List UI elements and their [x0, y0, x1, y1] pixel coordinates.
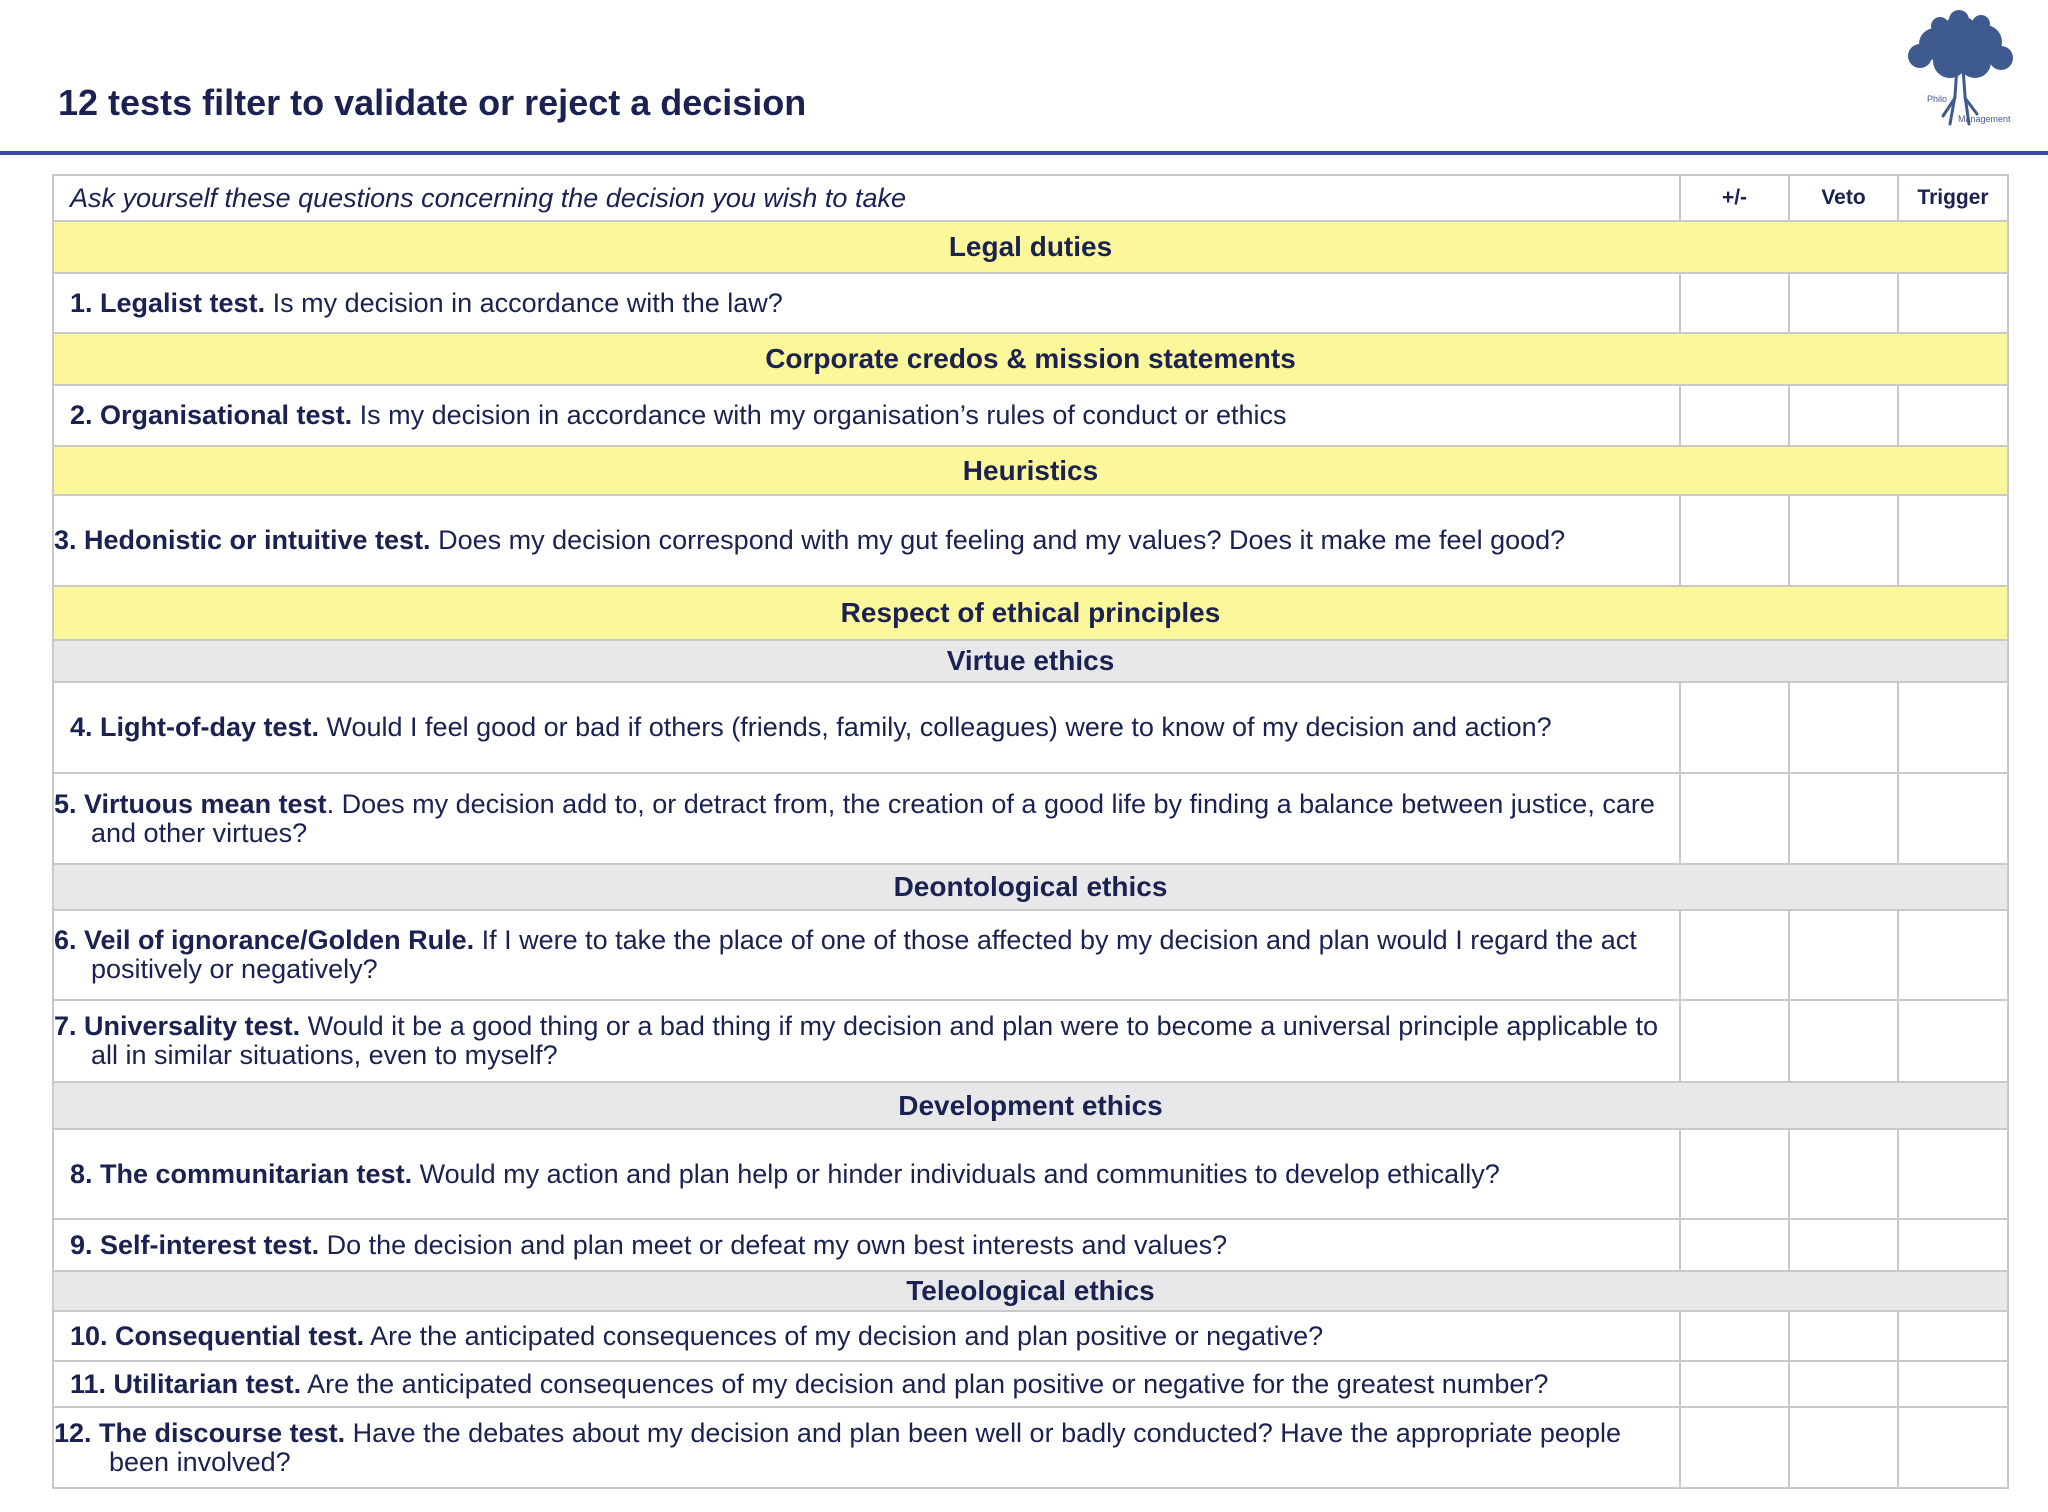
subsection-row: [53, 864, 2008, 910]
test-5-veto-cell[interactable]: [1789, 773, 1898, 864]
test-4-veto-cell[interactable]: [1789, 682, 1898, 773]
test-9-title: 9. Self-interest test.: [70, 1229, 320, 1260]
logo-text-bottom: Management: [1958, 114, 2011, 124]
test-10-title: 10. Consequential test.: [70, 1320, 365, 1351]
test-8-veto-cell[interactable]: [1789, 1129, 1898, 1219]
tree-icon: [1895, 6, 2025, 131]
test-9-text: [53, 1219, 1680, 1271]
table-row: [53, 495, 2008, 586]
table-row: [53, 1311, 2008, 1361]
header-score: +/-: [1680, 175, 1789, 221]
test-1-title: 1. Legalist test.: [70, 287, 266, 318]
table-row: [53, 385, 2008, 446]
test-6-score-cell[interactable]: [1680, 910, 1789, 1000]
table-row: [53, 1407, 2008, 1488]
test-7-text: [53, 1000, 1680, 1082]
test-2-score-cell[interactable]: [1680, 385, 1789, 446]
test-12-score-cell[interactable]: [1680, 1407, 1789, 1488]
logo: [1895, 6, 2025, 131]
test-4-title: 4. Light-of-day test.: [70, 712, 319, 742]
test-2-text: [53, 385, 1680, 446]
table-header-row: [53, 175, 2008, 221]
header-veto: Veto: [1789, 175, 1898, 221]
table-row: [53, 273, 2008, 333]
test-8-question: Would my action and plan help or hinder individuals and communities to develop ethically?: [412, 1158, 1500, 1189]
test-5-score-cell[interactable]: [1680, 773, 1789, 864]
test-6-title: 6. Veil of ignorance/Golden Rule.: [54, 925, 475, 955]
test-12-veto-cell[interactable]: [1789, 1407, 1898, 1488]
test-2-trigger-cell[interactable]: [1898, 385, 2008, 446]
test-7-score-cell[interactable]: [1680, 1000, 1789, 1082]
test-5-question: . Does my decision add to, or detract from, the creation of a good life by finding a balance between justice, care and other virtues?: [91, 788, 1655, 848]
test-9-question: Do the decision and plan meet or defeat my own best interests and values?: [319, 1229, 1228, 1260]
test-11-title: 11. Utilitarian test.: [70, 1368, 302, 1399]
test-6-veto-cell[interactable]: [1789, 910, 1898, 1000]
table-row: [53, 910, 2008, 1000]
table-row: [53, 1361, 2008, 1407]
test-8-trigger-cell[interactable]: [1898, 1129, 2008, 1219]
section-heuristics: Heuristics: [53, 446, 2008, 495]
test-6-trigger-cell[interactable]: [1898, 910, 2008, 1000]
test-10-question: Are the anticipated consequences of my decision and plan positive or negative?: [364, 1320, 1324, 1351]
test-11-text: [53, 1361, 1680, 1407]
test-1-question: Is my decision in accordance with the law?: [265, 287, 783, 318]
test-10-trigger-cell[interactable]: [1898, 1311, 2008, 1361]
test-12-trigger-cell[interactable]: [1898, 1407, 2008, 1488]
test-3-title: 3. Hedonistic or intuitive test.: [54, 525, 431, 555]
test-12-question: Have the debates about my decision and plan been well or badly conducted? Have the appropriate people been involved?: [109, 1417, 1621, 1477]
subsection-virtue: Virtue ethics: [53, 640, 2008, 682]
section-row: [53, 586, 2008, 640]
test-7-question: Would it be a good thing or a bad thing if my decision and plan were to become a universal principle applicable to all in similar situations, even to myself?: [91, 1011, 1658, 1070]
header-question: Ask yourself these questions concerning the decision you wish to take: [53, 175, 1680, 221]
section-row: [53, 221, 2008, 273]
test-3-text: [53, 495, 1680, 586]
test-4-score-cell[interactable]: [1680, 682, 1789, 773]
test-10-veto-cell[interactable]: [1789, 1311, 1898, 1361]
test-11-score-cell[interactable]: [1680, 1361, 1789, 1407]
test-4-text: [53, 682, 1680, 773]
test-4-question: Would I feel good or bad if others (friends, family, colleagues) were to know of my decision and action?: [319, 712, 1552, 742]
test-5-title: 5. Virtuous mean test: [54, 788, 327, 819]
test-8-score-cell[interactable]: [1680, 1129, 1789, 1219]
test-1-trigger-cell[interactable]: [1898, 273, 2008, 333]
test-3-trigger-cell[interactable]: [1898, 495, 2008, 586]
test-5-trigger-cell[interactable]: [1898, 773, 2008, 864]
table-row: [53, 1129, 2008, 1219]
test-10-text: [53, 1311, 1680, 1361]
test-7-trigger-cell[interactable]: [1898, 1000, 2008, 1082]
subsection-row: [53, 1082, 2008, 1129]
test-8-text: [53, 1129, 1680, 1219]
table-row: [53, 1219, 2008, 1271]
subsection-row: [53, 640, 2008, 682]
test-3-veto-cell[interactable]: [1789, 495, 1898, 586]
decision-tests-table: [52, 174, 2009, 1489]
test-4-trigger-cell[interactable]: [1898, 682, 2008, 773]
subsection-teleological: Teleological ethics: [53, 1271, 2008, 1311]
section-ethics: Respect of ethical principles: [53, 586, 2008, 640]
test-2-veto-cell[interactable]: [1789, 385, 1898, 446]
test-6-question: If I were to take the place of one of those affected by my decision and plan would I regard the act positively or negatively?: [91, 925, 1637, 984]
test-6-text: [53, 910, 1680, 1000]
table-row: [53, 1000, 2008, 1082]
subsection-deontological: Deontological ethics: [53, 864, 2008, 910]
test-11-veto-cell[interactable]: [1789, 1361, 1898, 1407]
section-row: [53, 333, 2008, 385]
test-5-text: [53, 773, 1680, 864]
page-title: 12 tests filter to validate or reject a decision: [58, 82, 807, 123]
test-9-score-cell[interactable]: [1680, 1219, 1789, 1271]
title-rule: [0, 151, 2048, 155]
test-11-trigger-cell[interactable]: [1898, 1361, 2008, 1407]
test-7-title: 7. Universality test.: [54, 1011, 301, 1041]
test-8-title: 8. The communitarian test.: [70, 1158, 413, 1189]
test-3-score-cell[interactable]: [1680, 495, 1789, 586]
table-row: [53, 682, 2008, 773]
table-row: [53, 773, 2008, 864]
subsection-development: Development ethics: [53, 1082, 2008, 1129]
test-2-title: 2. Organisational test.: [70, 400, 353, 430]
test-9-veto-cell[interactable]: [1789, 1219, 1898, 1271]
section-legal: Legal duties: [53, 221, 2008, 273]
section-corporate: Corporate credos & mission statements: [53, 333, 2008, 385]
logo-text-top: Philo: [1927, 94, 1948, 104]
test-1-veto-cell[interactable]: [1789, 273, 1898, 333]
header-trigger: Trigger: [1898, 175, 2008, 221]
test-1-score-cell[interactable]: [1680, 273, 1789, 333]
test-3-question: Does my decision correspond with my gut feeling and my values? Does it make me feel good?: [430, 525, 1566, 555]
test-9-trigger-cell[interactable]: [1898, 1219, 2008, 1271]
test-10-score-cell[interactable]: [1680, 1311, 1789, 1361]
test-7-veto-cell[interactable]: [1789, 1000, 1898, 1082]
test-12-title: 12. The discourse test.: [54, 1417, 346, 1448]
test-2-question: Is my decision in accordance with my organisation’s rules of conduct or ethics: [352, 400, 1287, 430]
test-11-question: Are the anticipated consequences of my decision and plan positive or negative for the greatest number?: [301, 1368, 1549, 1399]
subsection-row: [53, 1271, 2008, 1311]
test-12-text: [53, 1407, 1680, 1488]
test-1-text: [53, 273, 1680, 333]
section-row: [53, 446, 2008, 495]
